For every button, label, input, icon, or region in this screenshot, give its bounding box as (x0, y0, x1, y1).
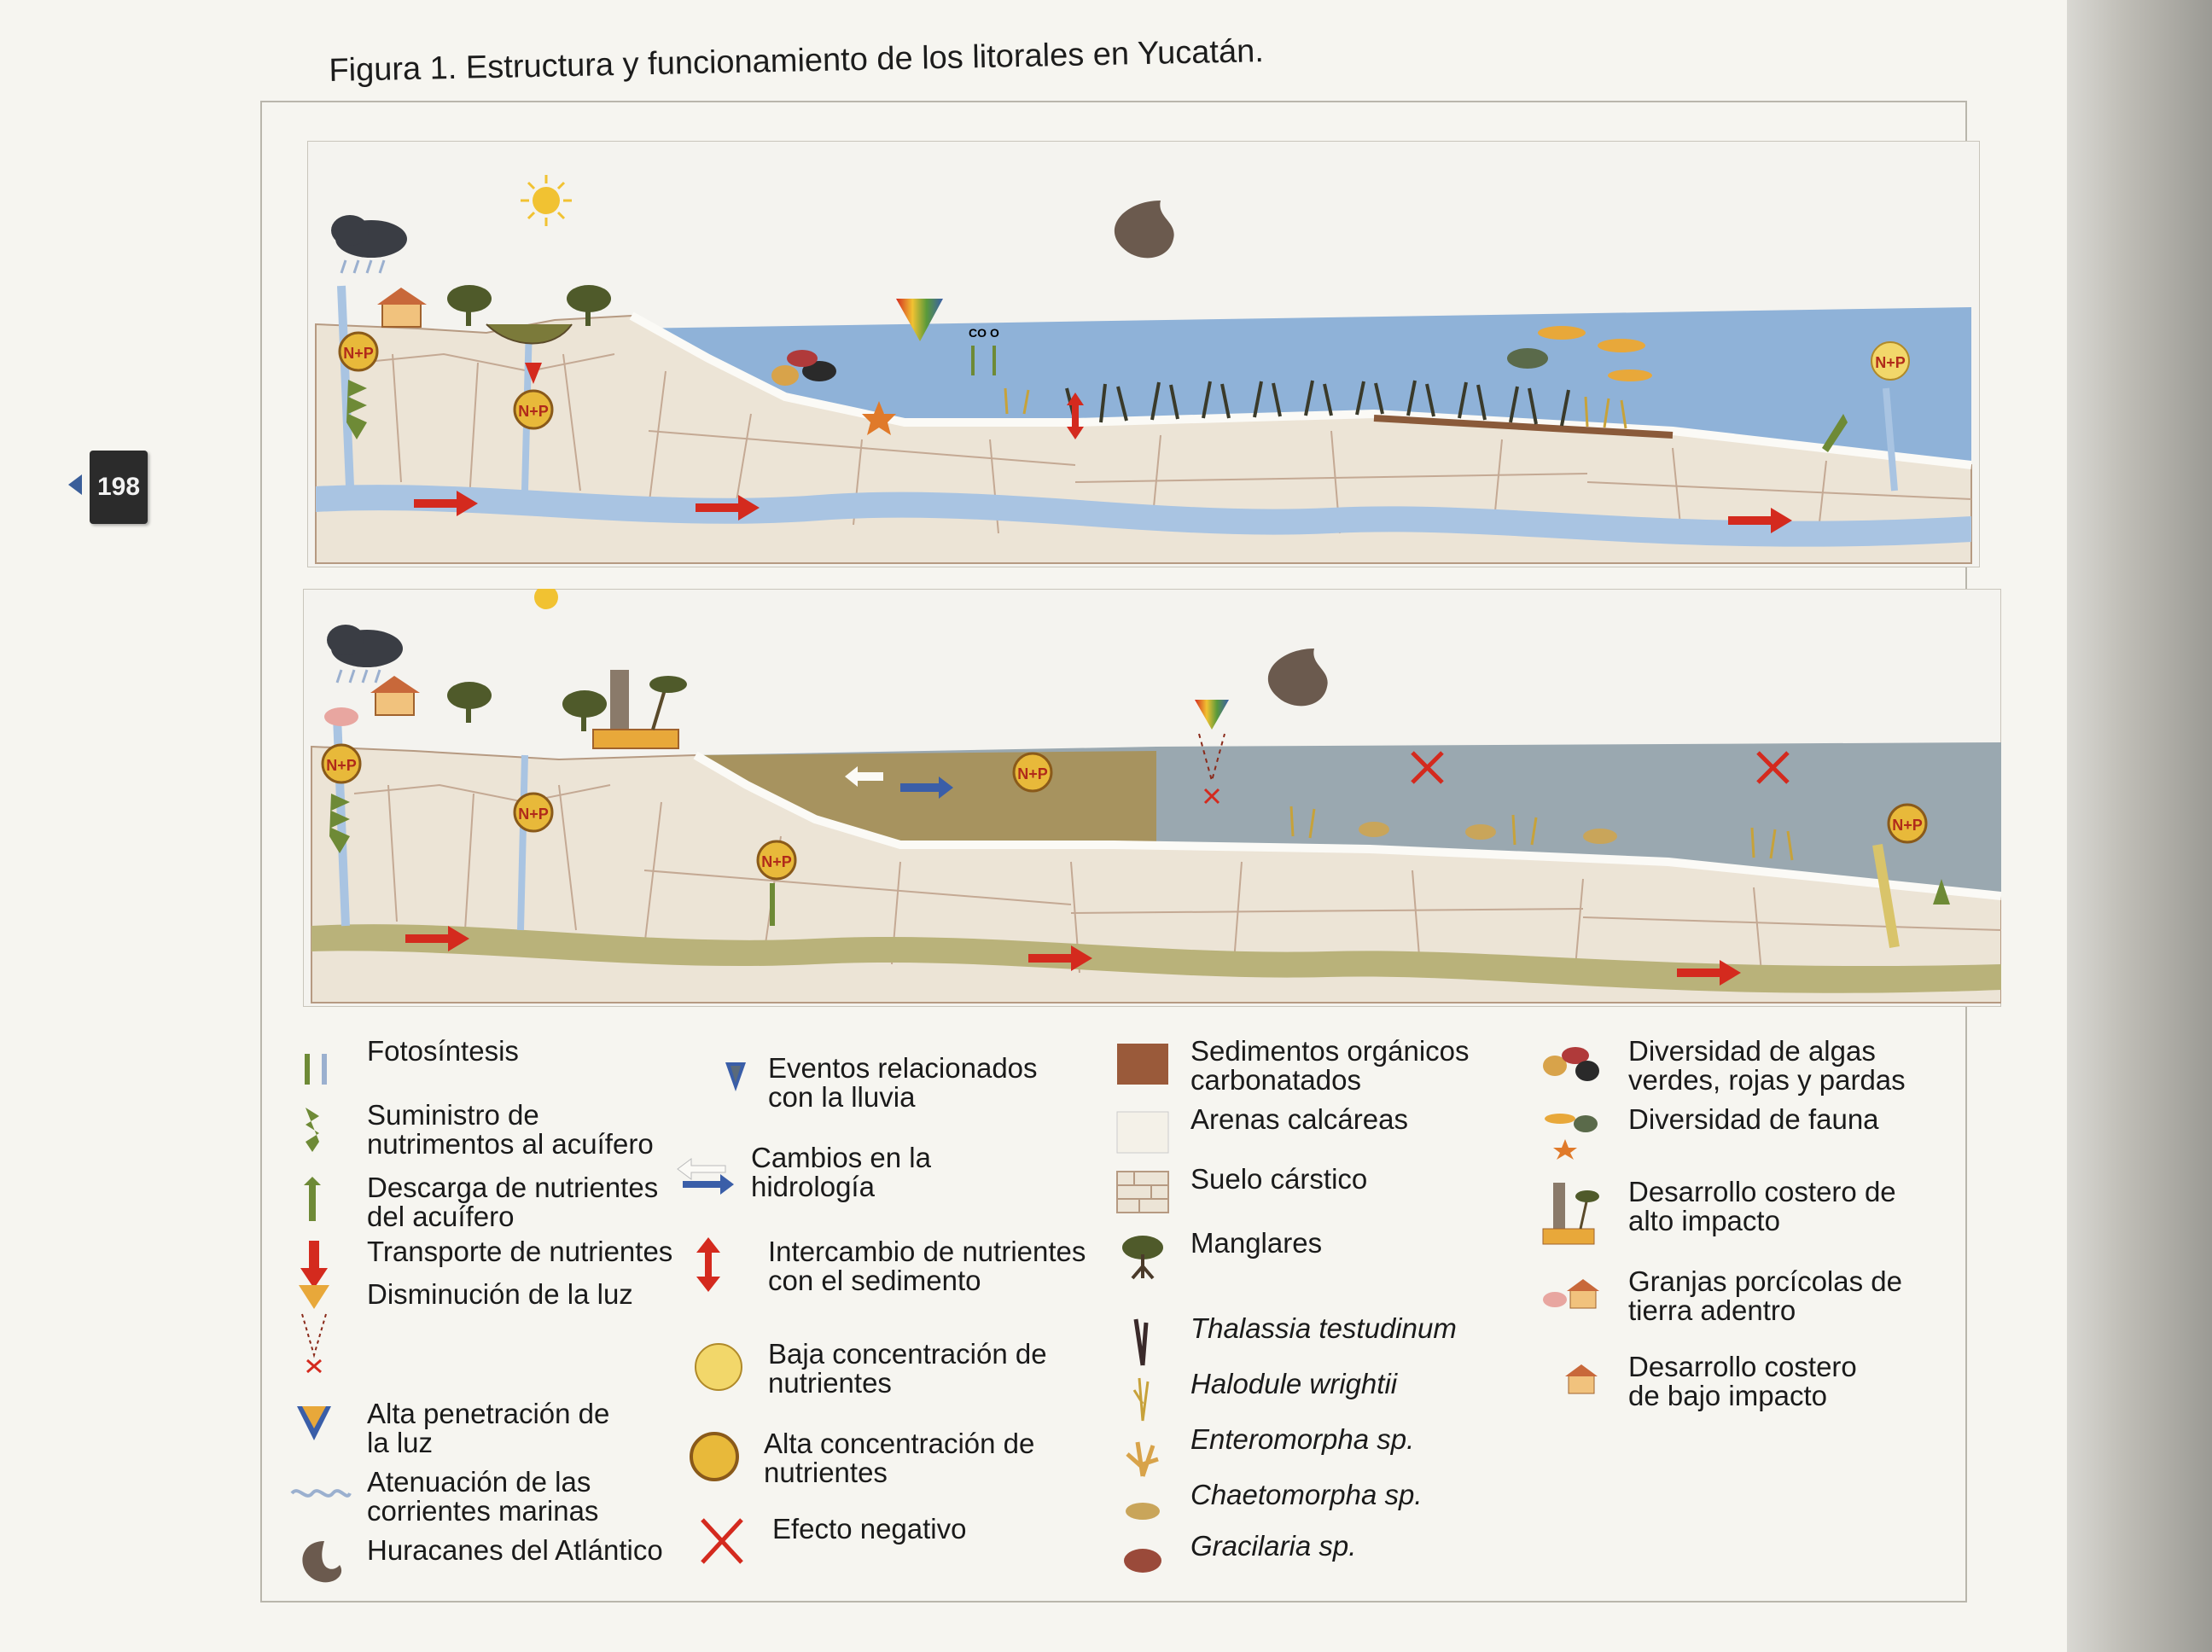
svg-text:N+P: N+P (518, 806, 549, 823)
legend-label: Gracilaria sp. (1190, 1530, 1357, 1562)
np-marker (340, 333, 377, 370)
legend-item (1114, 1425, 1414, 1480)
legend-label: Granjas porcícolas de tierra adentro (1628, 1265, 1902, 1326)
legend-label: Sedimentos orgánicos carbonatados (1190, 1035, 1470, 1096)
legend-item (290, 1280, 633, 1374)
legend-label: Cambios en la hidrología (751, 1142, 931, 1202)
legend-label: Halodule wrightii (1190, 1368, 1398, 1399)
fauna-diversity-icon (1528, 1105, 1613, 1160)
legend-item (290, 1536, 663, 1591)
photosynthesis-icon (290, 1037, 352, 1091)
np-marker (1889, 805, 1926, 842)
svg-text:N+P: N+P (1017, 765, 1048, 782)
legend-item (696, 1515, 967, 1569)
legend-item (1114, 1229, 1322, 1283)
legend-label: Suministro de nutrimentos al acuífero (367, 1099, 654, 1160)
svg-text:O: O (990, 326, 999, 340)
high-nutrient-icon (687, 1429, 748, 1484)
legend-label: Eventos relacionados con la lluvia (768, 1052, 1038, 1113)
legend-label: Descarga de nutrientes del acuífero (367, 1172, 659, 1232)
legend-label: Huracanes del Atlántico (367, 1534, 663, 1566)
organic-sediment-icon (1114, 1037, 1175, 1091)
legend-item (1528, 1352, 1884, 1411)
svg-text:N+P: N+P (1875, 354, 1906, 371)
legend-label: Arenas calcáreas (1190, 1103, 1408, 1135)
negative-effect-icon (696, 1515, 757, 1569)
legend-label: Alta penetración de la luz (367, 1398, 610, 1458)
legend-item (290, 1399, 623, 1457)
hydrology-change-icon (674, 1143, 736, 1198)
legend-label: Baja concentración de nutrientes (768, 1338, 1047, 1399)
legend-item (1528, 1178, 1936, 1249)
legend-item (1114, 1480, 1423, 1535)
low-nutrient-icon (691, 1340, 753, 1394)
np-marker (758, 841, 795, 879)
pig-farm-icon (1528, 1267, 1613, 1322)
light-reduction-icon (290, 1280, 352, 1374)
legend-item (1114, 1314, 1457, 1369)
svg-text:N+P: N+P (761, 853, 792, 870)
legend-label: Enteromorpha sp. (1190, 1423, 1415, 1455)
svg-text:N+P: N+P (343, 345, 374, 362)
legend-label: Chaetomorpha sp. (1190, 1479, 1423, 1510)
legend-label: Desarrollo costero de bajo impacto (1628, 1351, 1857, 1411)
light-penetration-icon (290, 1399, 352, 1454)
legend-item (691, 1054, 1075, 1112)
legend-label: Manglares (1190, 1227, 1323, 1259)
legend-item (674, 1143, 1024, 1201)
diagram-panel-impacted (303, 589, 2001, 1007)
legend-label: Diversidad de algas verdes, rojas y pardas (1628, 1035, 1906, 1096)
figure-title: Figura 1. Estructura y funcionamiento de los litorales en Yucatán. (329, 33, 1265, 89)
svg-text:N+P: N+P (326, 757, 357, 774)
legend-item (290, 1101, 674, 1159)
hurricane-icon (290, 1536, 352, 1591)
legend-item (1528, 1267, 1936, 1325)
legend-label: Thalassia testudinum (1190, 1312, 1457, 1344)
mangrove-icon (1114, 1229, 1175, 1283)
legend-label: Disminución de la luz (367, 1278, 633, 1310)
np-marker (1014, 753, 1051, 791)
aquifer-supply-icon (290, 1101, 352, 1155)
legend-item (290, 1468, 640, 1526)
legend-item (691, 1340, 1050, 1398)
current-attenuation-icon (290, 1468, 352, 1522)
legend-label: Transporte de nutrientes (367, 1236, 673, 1267)
np-marker (515, 391, 552, 428)
legend-item (1114, 1165, 1367, 1219)
legend-item (1528, 1037, 1953, 1095)
legend-item (691, 1237, 1126, 1295)
legend-item (290, 1173, 674, 1231)
np-marker (1871, 342, 1909, 380)
algae-diversity-icon (1528, 1037, 1613, 1091)
svg-text:N+P: N+P (1892, 817, 1923, 834)
calcareous-sand-icon (1114, 1105, 1175, 1160)
cenote-channel (521, 755, 525, 930)
page-number: 198 (90, 451, 148, 524)
legend-item (1114, 1532, 1356, 1586)
legend-item (687, 1429, 1045, 1487)
enteromorpha-icon (1114, 1425, 1175, 1480)
karst-soil-icon (1114, 1165, 1175, 1219)
legend-label: Fotosíntesis (367, 1035, 519, 1067)
diagram-panel-natural (307, 141, 1980, 567)
page-arrow-icon (68, 474, 82, 495)
legend-item (1528, 1105, 1879, 1160)
legend-label: Alta concentración de nutrientes (764, 1428, 1035, 1488)
legend-label: Efecto negativo (772, 1513, 967, 1544)
legend-label: Diversidad de fauna (1628, 1103, 1879, 1135)
np-marker (323, 745, 360, 782)
legend-label: Atenuación de las corrientes marinas (367, 1466, 599, 1527)
high-impact-development-icon (1528, 1178, 1613, 1249)
low-impact-house-icon (1528, 1352, 1613, 1407)
np-marker (515, 794, 552, 831)
svg-text:N+P: N+P (518, 403, 549, 420)
halodule-icon (1114, 1370, 1175, 1424)
aquifer-discharge-icon (290, 1173, 352, 1228)
sediment-exchange-icon (691, 1237, 753, 1292)
legend-label: Suelo cárstico (1190, 1163, 1368, 1195)
legend-label: Desarrollo costero de alto impacto (1628, 1176, 1896, 1236)
svg-text:CO: CO (969, 326, 987, 340)
page-edge (2067, 0, 2212, 1652)
gracilaria-icon (1114, 1532, 1175, 1586)
chaetomorpha-icon (1114, 1480, 1175, 1535)
legend-item (1114, 1105, 1408, 1160)
legend-item (290, 1037, 519, 1091)
sun-icon (521, 175, 572, 226)
rain-event-icon (691, 1054, 753, 1108)
legend-item (1114, 1037, 1523, 1095)
legend-label: Intercambio de nutrientes con el sedimento (768, 1236, 1086, 1296)
legend (273, 1020, 1963, 1600)
legend-item (1114, 1370, 1397, 1424)
thalassia-icon (1114, 1314, 1175, 1369)
